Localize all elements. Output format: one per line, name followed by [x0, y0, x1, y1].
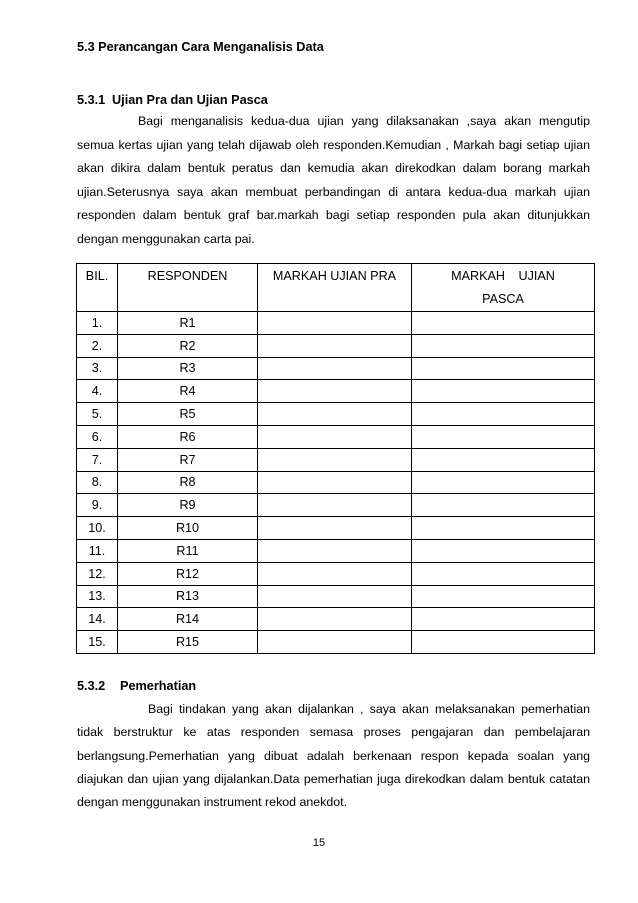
responden-cell: R13: [118, 585, 258, 608]
marks-table-body: [77, 264, 595, 654]
markah-pra-cell: [258, 471, 412, 494]
table-row: [77, 471, 595, 494]
markah-pra-cell: [258, 448, 412, 471]
markah-pra-cell: [258, 539, 412, 562]
table-row: [77, 448, 595, 471]
header-responden: [118, 264, 258, 312]
markah-pasca-cell: [412, 517, 595, 540]
bil-cell: 13.: [77, 585, 118, 608]
header-responden-text: RESPONDEN: [147, 269, 228, 283]
paragraph-line: Bagi tindakan yang akan dijalankan , saya akan melaksanakan pemerhatian: [148, 702, 590, 716]
table-row: [77, 585, 595, 608]
table-row: [77, 539, 595, 562]
paragraph-line: diajukan dan ujian yang dijalankan.Data pemerhatian juga direkodkan dalam bentuk catatan: [77, 771, 590, 786]
bil-cell: 14.: [77, 608, 118, 631]
header-bil: [77, 264, 118, 312]
paragraph-line: tidak berstruktur ke atas responden semasa proses pengajaran dan pembelajaran: [77, 725, 590, 740]
markah-pra-cell: [258, 585, 412, 608]
paragraph-pemerhatian: [77, 698, 590, 814]
paragraph-line: berlangsung.Pemerhatian yang dibuat adalah berkenaan respon kepada soalan yang: [77, 748, 590, 763]
responden-cell: R11: [118, 539, 258, 562]
section-heading-5-3: 5.3 Perancangan Cara Menganalisis Data: [77, 40, 324, 54]
responden-cell: R10: [118, 517, 258, 540]
markah-pasca-cell: [412, 562, 595, 585]
responden-cell: R12: [118, 562, 258, 585]
table-row: [77, 631, 595, 654]
markah-pra-cell: [258, 357, 412, 380]
header-markah-pra: [258, 264, 412, 312]
responden-cell: R14: [118, 608, 258, 631]
section-title: Ujian Pra dan Ujian Pasca: [112, 93, 268, 107]
markah-pasca-cell: [412, 471, 595, 494]
section-heading-5-3-1: [77, 89, 268, 111]
marks-table: [76, 263, 595, 654]
bil-cell: 5.: [77, 403, 118, 426]
bil-cell: 8.: [77, 471, 118, 494]
section-number: 5.3.1: [77, 93, 106, 107]
responden-cell: R1: [118, 312, 258, 335]
markah-pasca-cell: [412, 403, 595, 426]
bil-cell: 7.: [77, 448, 118, 471]
responden-cell: R3: [118, 357, 258, 380]
bil-cell: 12.: [77, 562, 118, 585]
section-heading-5-3-2: [77, 675, 196, 697]
bil-cell: 15.: [77, 631, 118, 654]
bil-cell: 10.: [77, 517, 118, 540]
table-row: [77, 334, 595, 357]
header-bil-text: BIL.: [85, 269, 109, 283]
bil-cell: 11.: [77, 539, 118, 562]
markah-pra-cell: [258, 631, 412, 654]
markah-pra-cell: [258, 380, 412, 403]
table-row: [77, 403, 595, 426]
paragraph-ujian-pra-pasca: [77, 110, 590, 252]
responden-cell: R4: [118, 380, 258, 403]
paragraph-line: ujian.Seterusnya saya akan membuat perbandingan di antara kedua-dua markah ujian: [77, 184, 590, 199]
markah-pra-cell: [258, 312, 412, 335]
markah-pasca-cell: [412, 494, 595, 517]
markah-pra-cell: [258, 562, 412, 585]
markah-pasca-cell: [412, 312, 595, 335]
bil-cell: 3.: [77, 357, 118, 380]
paragraph-line: responden dalam bentuk graf bar.markah bagi setiap responden pula akan ditunjukkan: [77, 208, 590, 223]
markah-pra-cell: [258, 494, 412, 517]
markah-pasca-cell: [412, 631, 595, 654]
bil-cell: 9.: [77, 494, 118, 517]
page-number: 15: [312, 837, 326, 849]
markah-pra-cell: [258, 334, 412, 357]
responden-cell: R5: [118, 403, 258, 426]
header-markah-pasca: [412, 264, 595, 312]
table-row: [77, 562, 595, 585]
markah-pasca-cell: [412, 334, 595, 357]
bil-cell: 2.: [77, 334, 118, 357]
markah-pasca-cell: [412, 425, 595, 448]
responden-cell: R9: [118, 494, 258, 517]
paragraph-line: dengan menggunakan instrument rekod anekdot.: [77, 795, 348, 810]
responden-cell: R6: [118, 425, 258, 448]
markah-pasca-cell: [412, 357, 595, 380]
table-header-row: [77, 264, 595, 312]
responden-cell: R2: [118, 334, 258, 357]
paragraph-line: dengan menggunakan carta pai.: [77, 231, 255, 246]
table-row: [77, 357, 595, 380]
markah-pasca-cell: [412, 608, 595, 631]
markah-pasca-cell: [412, 448, 595, 471]
bil-cell: 6.: [77, 425, 118, 448]
bil-cell: 1.: [77, 312, 118, 335]
responden-cell: R15: [118, 631, 258, 654]
header-markah-pasca-text: [412, 264, 594, 311]
table-row: [77, 494, 595, 517]
responden-cell: R7: [118, 448, 258, 471]
markah-pasca-cell: [412, 380, 595, 403]
responden-cell: R8: [118, 471, 258, 494]
paragraph-line: akan dikira dalam bentuk peratus dan kemudia akan direkodkan dalam borang markah: [77, 161, 590, 176]
paragraph-line: semua kertas ujian yang telah dijawab oleh responden.Kemudian , Markah bagi setiap ujian: [77, 137, 590, 152]
section-number: 5.3.2: [77, 679, 106, 693]
markah-pasca-cell: [412, 539, 595, 562]
markah-pra-cell: [258, 403, 412, 426]
table-row: [77, 312, 595, 335]
markah-pra-cell: [258, 517, 412, 540]
section-title: Pemerhatian: [120, 679, 197, 693]
markah-pra-cell: [258, 608, 412, 631]
table-row: [77, 425, 595, 448]
table-row: [77, 517, 595, 540]
header-markah-pasca-line: MARKAH UJIAN: [451, 269, 555, 283]
markah-pra-cell: [258, 425, 412, 448]
table-row: [77, 608, 595, 631]
table-row: [77, 380, 595, 403]
paragraph-line: Bagi menganalisis kedua-dua ujian yang dilaksanakan ,saya akan mengutip: [138, 114, 590, 128]
header-markah-pasca-line: PASCA: [482, 292, 524, 306]
header-markah-pra-text: MARKAH UJIAN PRA: [272, 269, 397, 283]
bil-cell: 4.: [77, 380, 118, 403]
markah-pasca-cell: [412, 585, 595, 608]
